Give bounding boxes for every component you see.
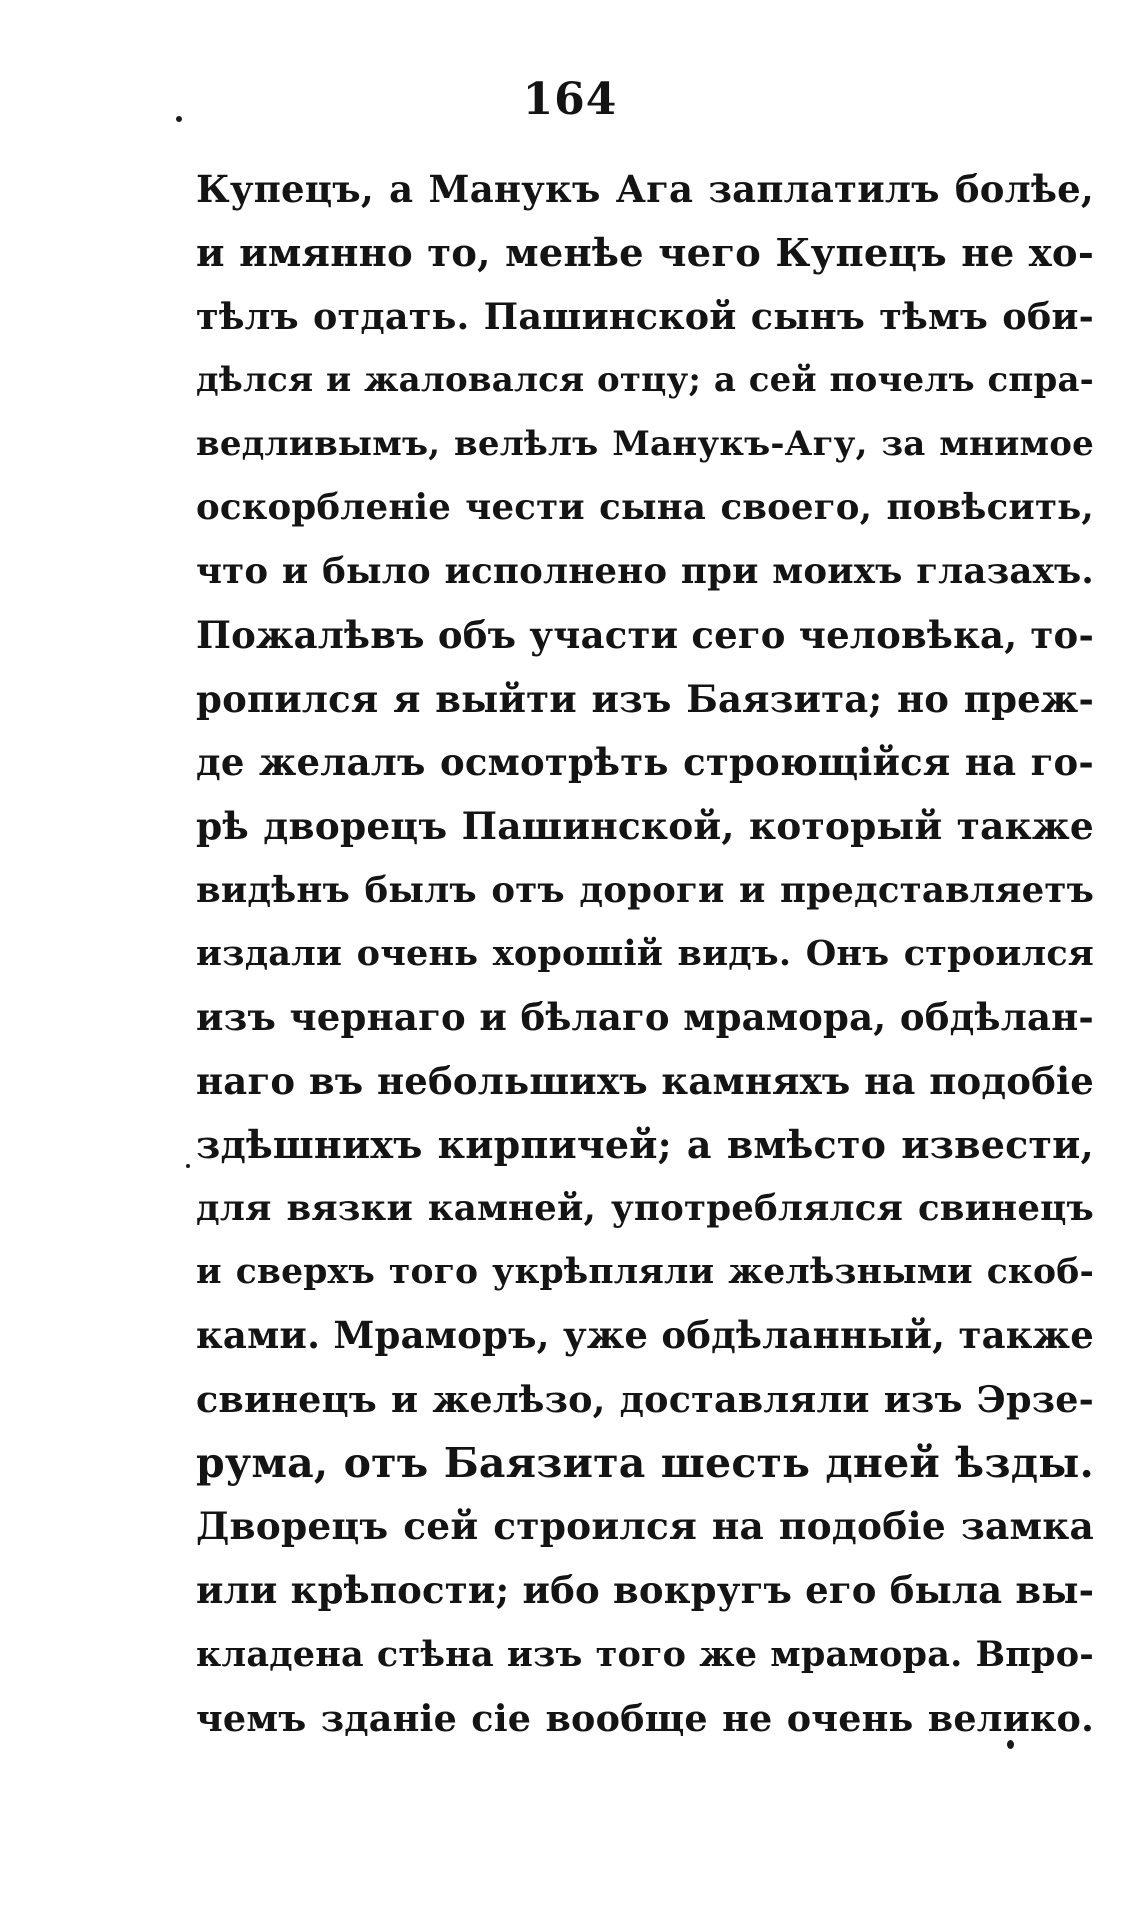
- text-line: что и было исполнено при моихъ глазахъ.: [196, 551, 1094, 593]
- text-line: изъ чернаго и бѣлаго мрамора, обдѣлан-: [196, 994, 1094, 1039]
- text-line: издали очень хорошій видъ. Онъ строился: [196, 933, 1094, 975]
- text-line: рума, отъ Баязита шесть дней ѣзды.: [196, 1438, 1094, 1487]
- text-line: здѣшнихъ кирпичей; а вмѣсто извести,: [196, 1122, 1094, 1168]
- text-line: рѣ дворецъ Пашинской, который также: [196, 803, 1094, 848]
- text-line: свинецъ и желѣзо, доставляли изъ Эрзе-: [196, 1378, 1094, 1422]
- text-line: тѣлъ отдать. Пашинской сынъ тѣмъ оби-: [196, 295, 1094, 339]
- text-line: ропился я выйти изъ Баязита; но преж-: [196, 676, 1094, 721]
- body-text: [196, 158, 1094, 1750]
- text-line: кладена стѣна изъ того же мрамора. Впро-: [196, 1633, 1094, 1675]
- page-number: 164: [522, 74, 618, 125]
- text-line: ведливымъ, велѣлъ Манукъ-Агу, за мнимое: [196, 423, 1094, 464]
- text-line: чемъ зданіе сіе вообще не очень велико.: [196, 1696, 1094, 1740]
- text-line: де желалъ осмотрѣть строющійся на го-: [196, 740, 1094, 785]
- text-line: Пожалѣвъ объ участи сего человѣка, то-: [196, 612, 1094, 657]
- text-line: ками. Мраморъ, уже обдѣланный, также: [196, 1313, 1094, 1358]
- text-line: Дворецъ сей строился на подобіе замка: [196, 1504, 1094, 1549]
- print-speck: [176, 116, 182, 122]
- text-line: и имянно то, менѣе чего Купецъ не хо-: [196, 230, 1094, 276]
- text-line: Купецъ, а Манукъ Ага заплатилъ болѣе,: [196, 167, 1094, 211]
- text-line: оскорбленіе чести сына своего, повѣсить,: [196, 487, 1094, 529]
- text-line: и сверхъ того укрѣпляли желѣзными скоб-: [196, 1251, 1094, 1292]
- text-line: дѣлся и жаловался отцу; а сей почелъ спра-: [196, 360, 1094, 401]
- print-speck: [1007, 1740, 1014, 1749]
- text-line: видѣнъ былъ отъ дороги и представляетъ: [196, 869, 1094, 911]
- text-line: наго въ небольшихъ камняхъ на подобіе: [196, 1058, 1094, 1103]
- print-speck: [186, 1164, 190, 1168]
- text-line: для вязки камней, употреблялся свинецъ: [196, 1188, 1094, 1229]
- text-line: или крѣпости; ибо вокругъ его была вы-: [196, 1568, 1095, 1613]
